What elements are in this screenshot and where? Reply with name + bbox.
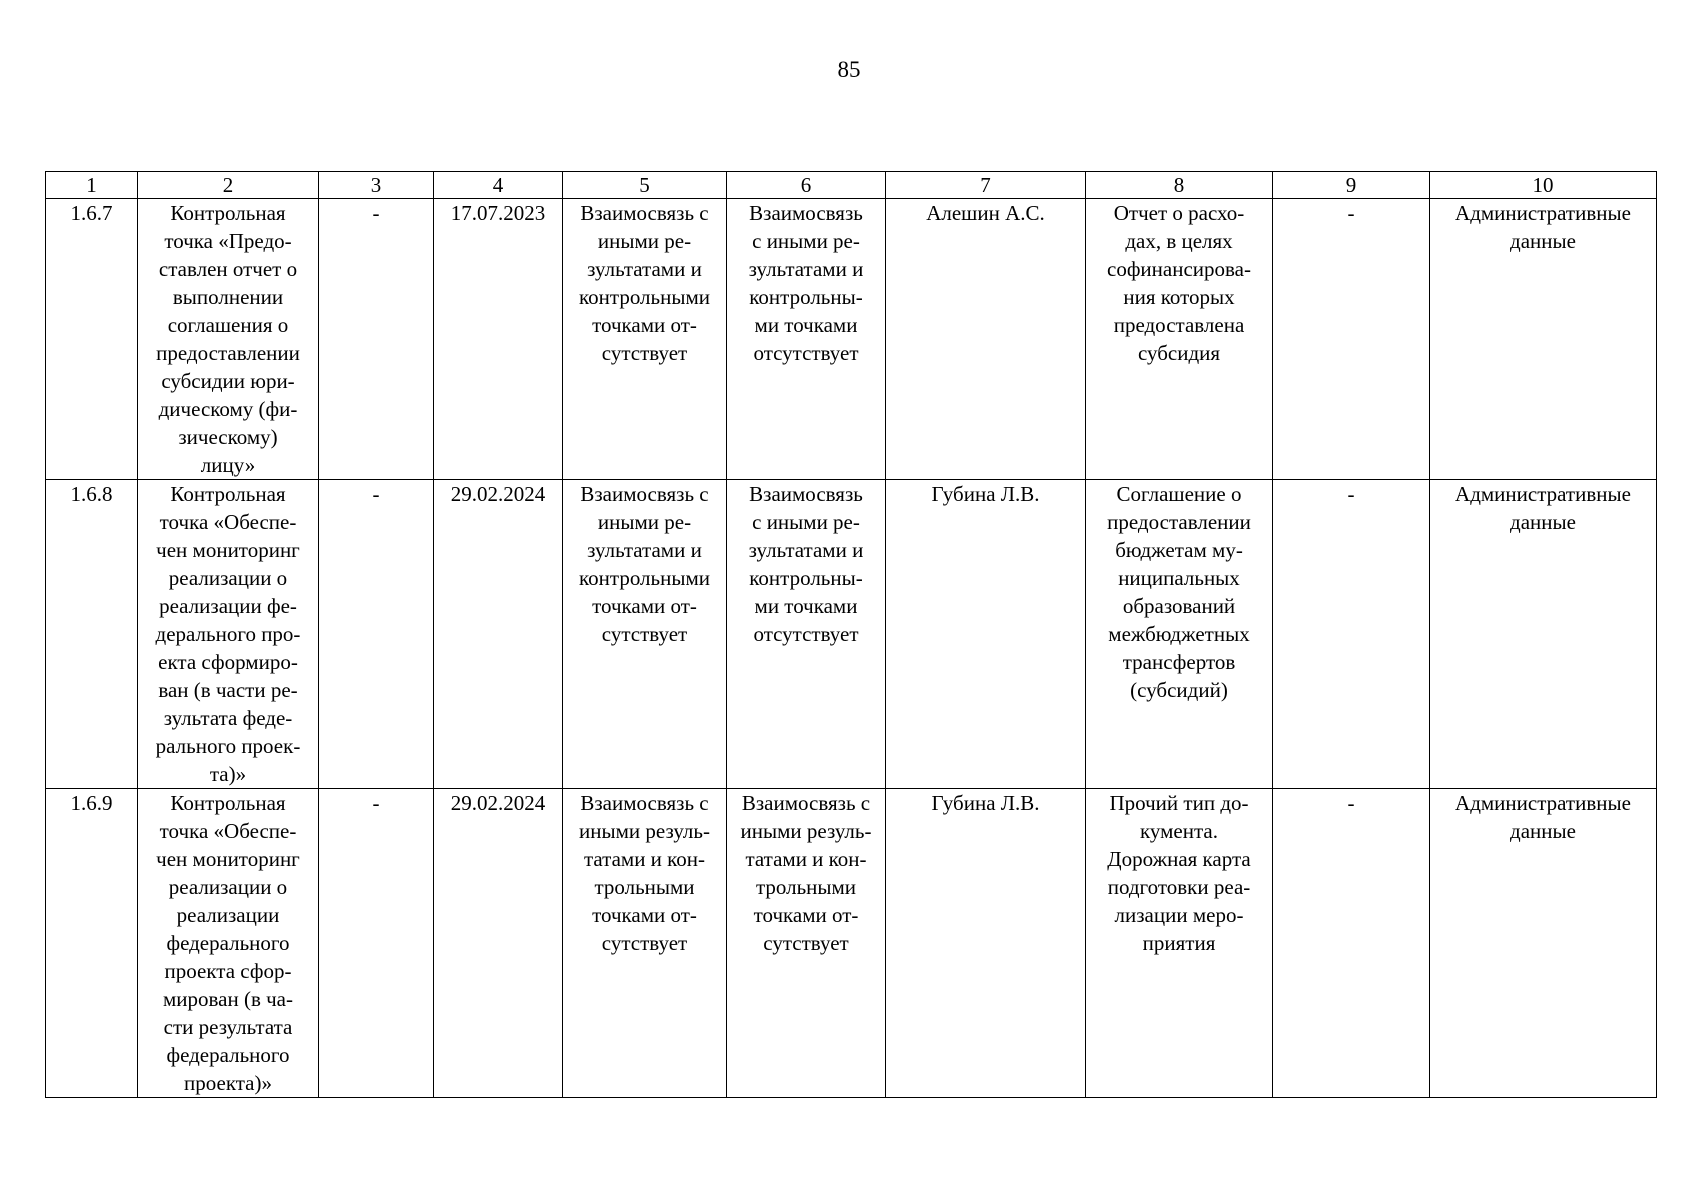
control-points-table: [45, 171, 1657, 1098]
successor-link-cell: Взаимосвязь с иными ре- зультатами и контрольны- ми точками отсутствует: [727, 480, 886, 789]
column-header: 9: [1273, 172, 1430, 199]
data-source-cell: Административные данные: [1430, 480, 1657, 789]
predecessor-link-cell: Взаимосвязь с иными ре- зультатами и контрольными точками от- сутствует: [563, 480, 727, 789]
column-9-cell: -: [1273, 789, 1430, 1098]
column-header: 7: [886, 172, 1086, 199]
responsible-cell: Алешин А.С.: [886, 199, 1086, 480]
date-cell: 29.02.2024: [434, 480, 563, 789]
control-point-name-cell: Контрольная точка «Обеспе- чен мониторинг реализации о реализации фе- дерального про- екта сформиро- ван (в части ре- зультата феде- рального проек- та)»: [138, 480, 319, 789]
date-cell: 29.02.2024: [434, 789, 563, 1098]
document-type-cell: Соглашение о предоставлении бюджетам му- ниципальных образований межбюджетных трансфертов (субсидий): [1086, 480, 1273, 789]
column-header: 6: [727, 172, 886, 199]
column-3-cell: -: [319, 199, 434, 480]
document-type-cell: Отчет о расхо- дах, в целях софинансирова- ния которых предоставлена субсидия: [1086, 199, 1273, 480]
column-9-cell: -: [1273, 199, 1430, 480]
column-header: 8: [1086, 172, 1273, 199]
responsible-cell: Губина Л.В.: [886, 480, 1086, 789]
table-row: [46, 789, 1657, 1098]
column-header: 1: [46, 172, 138, 199]
successor-link-cell: Взаимосвязь с иными резуль- татами и кон- трольными точками от- сутствует: [727, 789, 886, 1098]
row-number-cell: 1.6.7: [46, 199, 138, 480]
table-row: [46, 480, 1657, 789]
control-point-name-cell: Контрольная точка «Обеспе- чен мониторинг реализации о реализации федерального проекта сфор- мирован (в ча- сти результата федерального проекта)»: [138, 789, 319, 1098]
column-3-cell: -: [319, 789, 434, 1098]
page-number: 85: [837, 57, 861, 82]
row-number-cell: 1.6.9: [46, 789, 138, 1098]
successor-link-cell: Взаимосвязь с иными ре- зультатами и контрольны- ми точками отсутствует: [727, 199, 886, 480]
column-number-header-row: [46, 172, 1657, 199]
document-type-cell: Прочий тип до- кумента. Дорожная карта подготовки реа- лизации меро- приятия: [1086, 789, 1273, 1098]
column-9-cell: -: [1273, 480, 1430, 789]
row-number-cell: 1.6.8: [46, 480, 138, 789]
column-header: 3: [319, 172, 434, 199]
column-3-cell: -: [319, 480, 434, 789]
column-header: 2: [138, 172, 319, 199]
column-header: 5: [563, 172, 727, 199]
predecessor-link-cell: Взаимосвязь с иными резуль- татами и кон- трольными точками от- сутствует: [563, 789, 727, 1098]
column-header: 10: [1430, 172, 1657, 199]
control-point-name-cell: Контрольная точка «Предо- ставлен отчет о выполнении соглашения о предоставлении субсидии юри- дическому (фи- зическому) лицу»: [138, 199, 319, 480]
responsible-cell: Губина Л.В.: [886, 789, 1086, 1098]
data-source-cell: Административные данные: [1430, 199, 1657, 480]
predecessor-link-cell: Взаимосвязь с иными ре- зультатами и контрольными точками от- сутствует: [563, 199, 727, 480]
data-source-cell: Административные данные: [1430, 789, 1657, 1098]
date-cell: 17.07.2023: [434, 199, 563, 480]
column-header: 4: [434, 172, 563, 199]
table-row: [46, 199, 1657, 480]
